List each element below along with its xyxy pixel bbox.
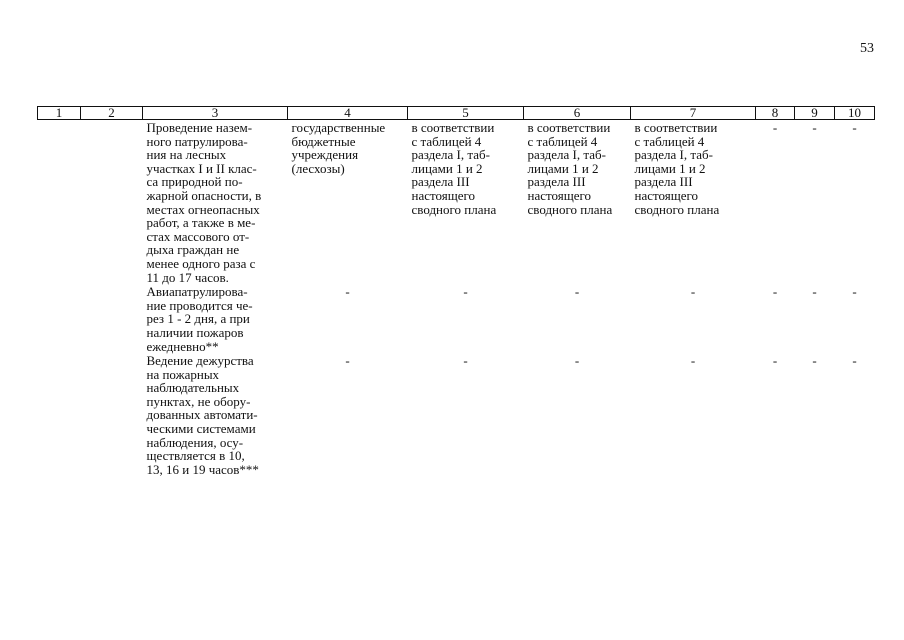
column-header-10: 10 <box>835 107 875 120</box>
table-row <box>38 353 875 476</box>
table-cell: - <box>852 353 857 369</box>
table-cell: - <box>812 284 817 300</box>
column-header-3: 3 <box>143 107 288 120</box>
table-cell: - <box>463 353 468 369</box>
table-cell <box>38 284 81 353</box>
table-cell: - <box>772 284 778 300</box>
column-header-1: 1 <box>38 107 81 120</box>
table-cell: - <box>852 120 857 135</box>
table-cell: - <box>574 353 580 369</box>
table-cell: государственные бюджетные учреждения (лесхозы) <box>291 120 386 176</box>
column-header-4: 4 <box>288 107 408 120</box>
table-cell: - <box>812 353 817 369</box>
header-row <box>38 107 875 120</box>
table-cell: Авиапатрулирова- ние проводится че- рез 1 - 2 дня, а при наличии пожаров ежедневно** <box>146 284 253 354</box>
table-cell: - <box>345 284 350 300</box>
table-cell: в соответствии с таблицей 4 раздела I, таб- лицами 1 и 2 раздела III настоящего сводного плана <box>527 120 613 217</box>
table-cell <box>81 353 143 476</box>
table-cell <box>38 120 81 285</box>
table-cell <box>81 284 143 353</box>
table-cell <box>38 353 81 476</box>
table-cell: - <box>772 353 778 369</box>
column-header-8: 8 <box>756 107 795 120</box>
table-cell: - <box>690 353 696 369</box>
table-cell: - <box>772 120 778 135</box>
table-cell: - <box>345 353 350 369</box>
column-header-9: 9 <box>795 107 835 120</box>
column-header-2: 2 <box>81 107 143 120</box>
column-header-5: 5 <box>408 107 524 120</box>
table-cell: в соответствии с таблицей 4 раздела I, таб- лицами 1 и 2 раздела III настоящего сводного плана <box>411 120 497 217</box>
table-cell: Ведение дежурства на пожарных наблюдательных пунктах, не обору- дованных автомати- ческими системами наблюдения, осу- ществляется в 10, 13, 16 и 19 часов*** <box>146 353 259 477</box>
table-cell <box>81 120 143 285</box>
table-cell: - <box>852 284 857 300</box>
plan-table <box>37 106 875 476</box>
table-cell: - <box>574 284 580 300</box>
table-cell: - <box>690 284 696 300</box>
column-header-6: 6 <box>524 107 631 120</box>
table-row <box>38 284 875 353</box>
table-row <box>38 120 875 285</box>
table-cell: в соответствии с таблицей 4 раздела I, таб- лицами 1 и 2 раздела III настоящего сводного плана <box>634 120 720 217</box>
table-cell: - <box>463 284 468 300</box>
column-header-7: 7 <box>631 107 756 120</box>
page-number: 53 <box>860 41 874 56</box>
table-cell: - <box>812 120 817 135</box>
table-cell: Проведение назем- ного патрулирова- ния на лесных участках I и II клас- са природной по- жарной опасности, в местах огнеопасных работ, а также в ме- стах массового от- дыха граждан не менее одного раза с 11 до 17 часов. <box>146 120 262 285</box>
